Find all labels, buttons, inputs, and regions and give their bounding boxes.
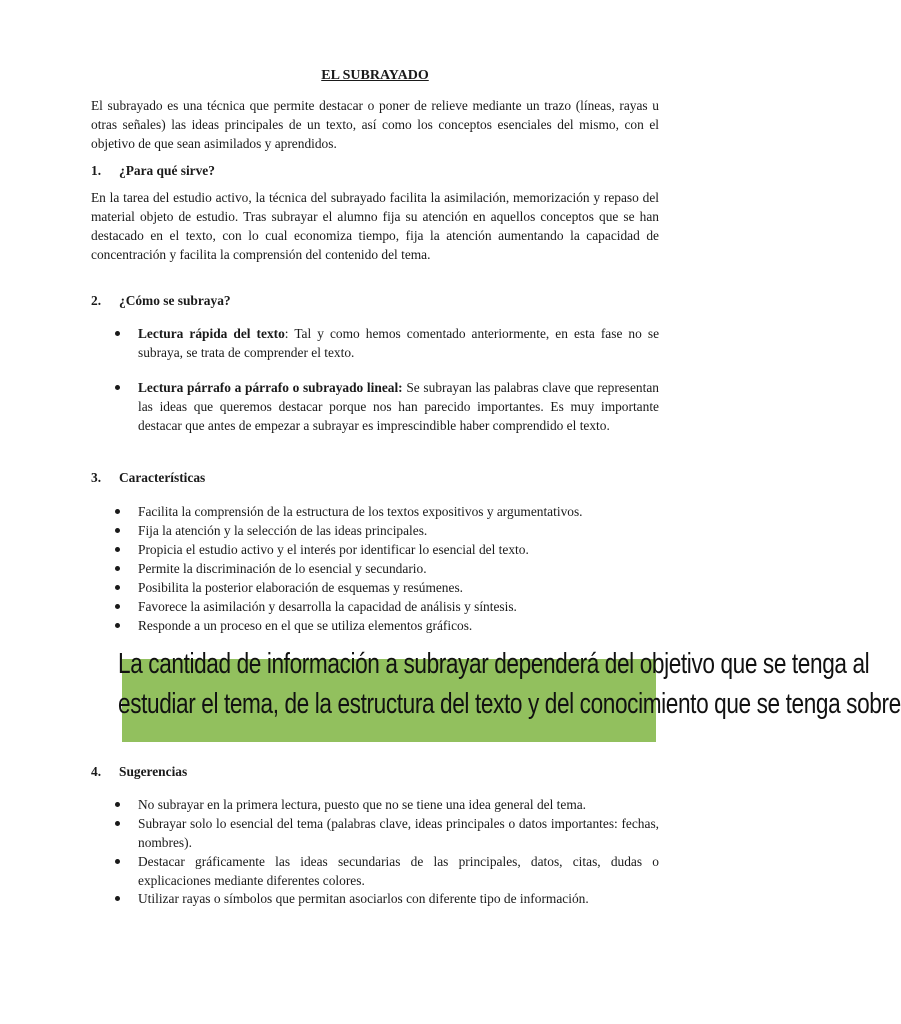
section-number: 1. [91,163,102,178]
list-item [111,795,659,814]
list-item [111,521,659,540]
list-item [111,814,659,852]
section-title: Características [119,470,206,485]
section-1-paragraph: En la tarea del estudio activo, la técnica del subrayado facilita la asimilación, memorización y repaso del material objeto de estudio. Tras subrayar el alumno fija su atención en aquellos conceptos que se han destacado en el texto, con lo cual economiza tiempo, fija la atención aumentando la capacidad de concentración y facilita la comprensión del contenido del tema. [91,190,659,262]
list-item-bold: Lectura rápida del texto [138,326,285,341]
list-item [111,889,659,908]
banner-line-1: La cantidad de información a subrayar dependerá del objetivo que se tenga al [118,648,870,680]
list-item-body: : Tal y como hemos comentado anteriormente, en esta fase no se subraya, se trata de comprender el texto. [138,326,660,360]
section-title: ¿Cómo se subraya? [119,293,231,308]
list-item-text: Utilizar rayas o símbolos que permitan asociarlos con diferente tipo de información. [138,891,589,906]
section-4-heading [91,762,187,781]
intro-paragraph: El subrayado es una técnica que permite destacar o poner de relieve mediante un trazo (líneas, rayas u otras señales) las ideas principales de un texto, así como los conceptos esenciales del mismo, con el objetivo de que sean asimilados y aprendidos. [91,98,659,151]
list-item-text: Posibilita la posterior elaboración de esquemas y resúmenes. [138,580,464,595]
section-3-heading [91,468,205,487]
list-item-text: Fija la atención y la selección de las ideas principales. [138,523,428,538]
list-item [111,378,659,435]
list-item [111,324,659,362]
banner-line-2: estudiar el tema, de la estructura del texto y del conocimiento que se tenga sobre [118,688,901,720]
list-item-text: Destacar gráficamente las ideas secundarias de las principales, datos, citas, dudas o explicaciones mediante diferentes colores. [138,854,659,888]
list-item-text: Responde a un proceso en el que se utiliza elementos gráficos. [138,618,473,633]
list-item-text: Subrayar solo lo esencial del tema (palabras clave, ideas principales o datos importantes: fechas, nombres). [138,816,659,850]
list-item-body: Se subrayan las palabras clave que representan las ideas que queremos destacar porque nos han parecido importantes. Es muy importante destacar que antes de empezar a subrayar es imprescindible haber comprendido el texto. [138,380,659,433]
section-1-heading [91,161,215,180]
list-item-text: Facilita la comprensión de la estructura de los textos expositivos y argumentativos. [138,504,583,519]
document-title: EL SUBRAYADO [321,68,429,83]
list-item [111,616,659,635]
section-title: Sugerencias [119,764,188,779]
section-2-heading [91,291,231,310]
list-item-text: Favorece la asimilación y desarrolla la capacidad de análisis y síntesis. [138,599,517,614]
list-item [111,852,659,890]
highlight-banner [118,648,901,742]
list-item-text: No subrayar en la primera lectura, puesto que no se tiene una idea general del tema. [138,797,587,812]
list-item [111,559,659,578]
section-number: 4. [91,764,102,779]
list-item-text [138,378,659,435]
list-item-text: Propicia el estudio activo y el interés por identificar lo esencial del texto. [138,542,529,557]
list-item-bold: Lectura párrafo a párrafo o subrayado lineal: [138,380,403,395]
list-item [111,597,659,616]
list-item [111,540,659,559]
section-number: 2. [91,293,102,308]
list-item [111,578,659,597]
section-number: 3. [91,470,102,485]
list-item [111,502,659,521]
section-title: ¿Para qué sirve? [119,163,215,178]
list-item-text [138,324,659,362]
list-item-text: Permite la discriminación de lo esencial y secundario. [138,561,427,576]
